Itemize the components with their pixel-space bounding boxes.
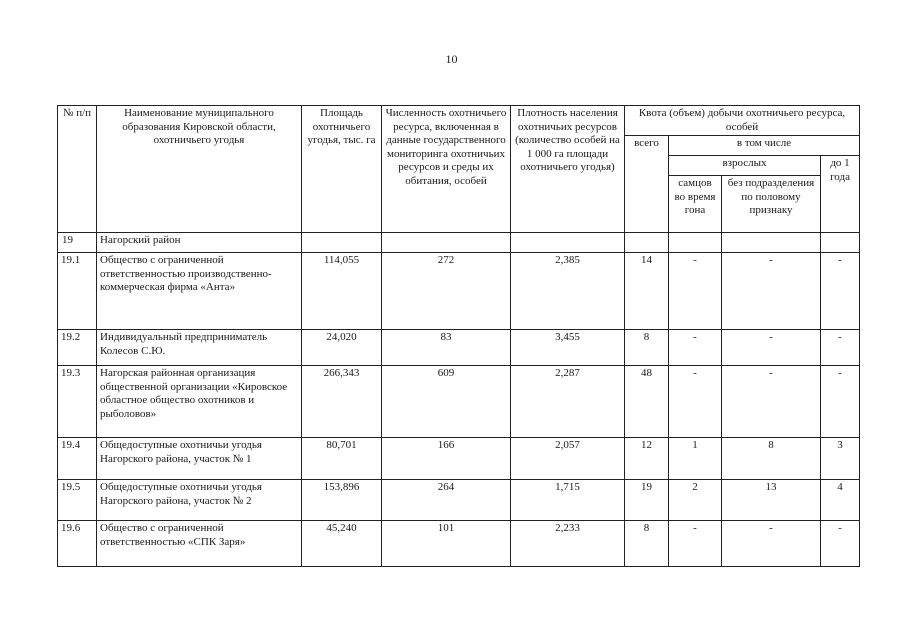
row-name: Общедоступные охотничьи угодья Нагорского района, участок № 1 (97, 438, 302, 480)
row-nosex: 8 (722, 438, 821, 480)
row-under1: - (821, 253, 860, 330)
row-area: 266,343 (302, 366, 382, 438)
row-nosex: 13 (722, 480, 821, 521)
row-total: 12 (625, 438, 669, 480)
row-density: 2,057 (511, 438, 625, 480)
table-row (58, 330, 860, 366)
row-males: 2 (669, 480, 722, 521)
row-under1: 3 (821, 438, 860, 480)
row-total: 8 (625, 521, 669, 567)
page-number: 10 (445, 52, 458, 66)
row-males: - (669, 330, 722, 366)
row-count: 166 (382, 438, 511, 480)
row-nosex: - (722, 366, 821, 438)
row-count: 101 (382, 521, 511, 567)
row-count: 83 (382, 330, 511, 366)
header-including: в том числе (669, 136, 860, 156)
row-no: 19.5 (58, 480, 97, 521)
row-males: - (669, 521, 722, 567)
row-under1: - (821, 521, 860, 567)
table-row (58, 480, 860, 521)
row-density: 3,455 (511, 330, 625, 366)
row-density: 2,233 (511, 521, 625, 567)
row-total: 48 (625, 366, 669, 438)
row-density: 2,385 (511, 253, 625, 330)
row-density: 1,715 (511, 480, 625, 521)
row-males: - (669, 366, 722, 438)
row-no: 19.1 (58, 253, 97, 330)
row-total: 14 (625, 253, 669, 330)
row-count: 264 (382, 480, 511, 521)
row-count: 609 (382, 366, 511, 438)
row-name: Нагорская районная организация общественной организации «Кировское областное общество охотников и рыболовов» (97, 366, 302, 438)
header-total: всего (625, 136, 669, 233)
header-count: Численность охотничьего ресурса, включенная в данные государственного мониторинга охотничьих ресурсов и среды их обитания, особей (382, 106, 511, 233)
row-under1: - (821, 366, 860, 438)
row-nosex: - (722, 521, 821, 567)
header-density: Плотность населения охотничьих ресурсов (количество особей на 1 000 га площади охотничьего угодья) (511, 106, 625, 233)
header-no: № п/п (58, 106, 97, 233)
row-males: 1 (669, 438, 722, 480)
row-nosex: - (722, 330, 821, 366)
header-quota: Квота (объем) добычи охотничьего ресурса, особей (625, 106, 860, 136)
row-no: 19.2 (58, 330, 97, 366)
header-males: самцов во время гона (669, 176, 722, 233)
row-no: 19.4 (58, 438, 97, 480)
row-total: 19 (625, 480, 669, 521)
row-males: - (669, 253, 722, 330)
row-name: Общество с ограниченной ответственностью «СПК Заря» (97, 521, 302, 567)
table-row (58, 438, 860, 480)
row-name: Индивидуальный предприниматель Колесов С.Ю. (97, 330, 302, 366)
row-under1: 4 (821, 480, 860, 521)
row-area: 153,896 (302, 480, 382, 521)
section-no: 19 (58, 233, 97, 253)
row-area: 80,701 (302, 438, 382, 480)
row-count: 272 (382, 253, 511, 330)
row-area: 114,055 (302, 253, 382, 330)
section-name: Нагорский район (97, 233, 302, 253)
row-no: 19.3 (58, 366, 97, 438)
header-adults: взрослых (669, 156, 821, 176)
quota-table (57, 105, 860, 567)
row-nosex: - (722, 253, 821, 330)
row-under1: - (821, 330, 860, 366)
row-total: 8 (625, 330, 669, 366)
row-area: 45,240 (302, 521, 382, 567)
header-nosex: без подразделения по половому признаку (722, 176, 821, 233)
header-under1: до 1 года (821, 156, 860, 233)
header-name: Наименование муниципального образования Кировской области, охотничьего угодья (97, 106, 302, 233)
section-row (58, 233, 860, 253)
row-no: 19.6 (58, 521, 97, 567)
row-area: 24,020 (302, 330, 382, 366)
row-name: Общедоступные охотничьи угодья Нагорского района, участок № 2 (97, 480, 302, 521)
row-density: 2,287 (511, 366, 625, 438)
row-name: Общество с ограниченной ответственностью производственно-коммерческая фирма «Анта» (97, 253, 302, 330)
table-row (58, 521, 860, 567)
table-row (58, 253, 860, 330)
table-row (58, 366, 860, 438)
header-area: Площадь охотничьего угодья, тыс. га (302, 106, 382, 233)
